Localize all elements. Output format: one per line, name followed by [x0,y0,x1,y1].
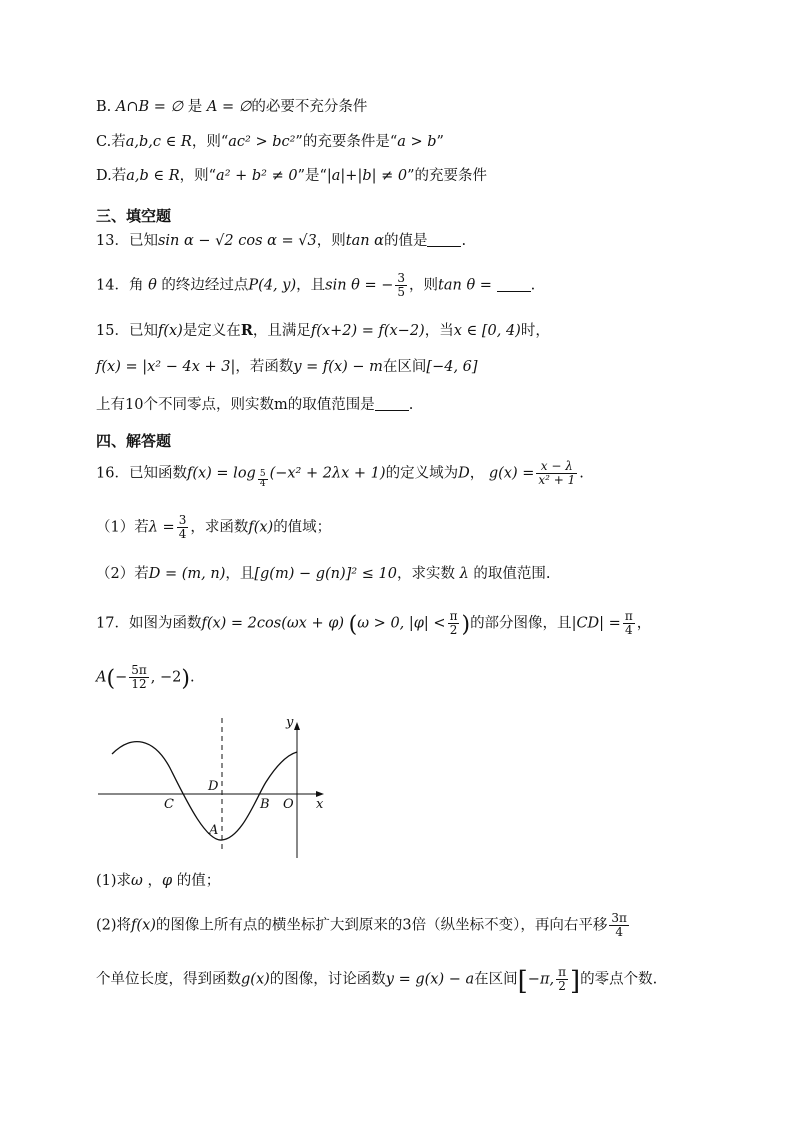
question-17-point-a: A(− $\frac{5\pi}{12}$ , −2). [96,663,195,692]
y-axis-arrow [294,722,300,730]
label-o: O [283,797,294,812]
log-base-fraction: $\frac{5}{4}$ [259,468,266,489]
question-15-line2: f(x) = |x² − 4x + 3|，若函数y = f(x) − m在区间[−4, 6] [96,359,478,375]
label-b: B [260,797,270,812]
g-fraction: $\frac{x - \lambda}{\text{x² + 1}}$ [538,459,576,487]
fraction-3-4: $\frac{3}{4}$ [178,513,187,541]
question-16-part1: （1）若λ = $\frac{3}{4}$ ，求函数f(x)的值域； [96,513,332,541]
question-15-line3: 上有10个不同零点，则实数m的取值范围是 . [96,397,414,413]
question-17: 17．如图为函数f(x) = 2cos(ωx + φ) (ω > 0, |φ| < $\frac{\pi}{2}$ )的部分图像，且|CD| = $\frac{\pi}{4}$ ， [96,609,652,638]
fraction-5pi-12: $\frac{5\pi}{12}$ [131,663,147,691]
answer-blank-15[interactable] [375,396,409,411]
question-16-part2: （2）若D = (m, n)，且[g(m) − g(n)]² ≤ 10，求实数 λ 的取值范围. [96,566,551,582]
label-c: C [164,797,174,812]
question-14: 14．角 θ 的终边经过点P(4, y)，且sin θ = − $\frac{3}{5}$ ，则tan θ = . [96,271,536,299]
fraction-3pi-4: $\frac{3\pi}{4}$ [611,911,627,939]
question-17-part2-cont: 个单位长度，得到函数g(x)的图像，讨论函数y = g(x) − a在区间[−π, $\frac{\pi}{2}$ ]的零点个数. [96,965,658,997]
question-15-line1: 15．已知f(x)是定义在R，且满足f(x+2) = f(x−2)，当x ∈ [0, 4)时， [96,322,550,339]
answer-blank-14[interactable] [497,277,531,292]
option-c: C.若a,b,c ∈ R，则“ac² > bc²”的充要条件是“a > b” [96,134,444,150]
answer-blank-13[interactable] [427,232,461,247]
fraction-pi-2: $\frac{\pi}{2}$ [449,609,458,637]
label-d: D [208,779,219,794]
label-a: A [209,823,219,838]
cosine-curve [112,742,297,840]
question-17-part1: (1)求ω ，φ 的值； [96,873,221,889]
question-13: 13．已知sin α − √2 cos α = √3，则tan α的值是 . [96,233,467,249]
question-17-part2: (2)将f(x)的图像上所有点的横坐标扩大到原来的3倍（纵坐标不变），再向右平移 $\frac{3\pi}{4}$ [96,911,627,939]
option-b: B. A∩B = ∅ 是 A = ∅的必要不充分条件 [96,99,368,115]
cosine-graph-figure [96,712,346,862]
section-fill-heading: 三、填空题 [96,207,172,225]
option-d: D.若a,b ∈ R，则“a² + b² ≠ 0”是“|a|+|b| ≠ 0”的充要条件 [96,168,488,184]
fraction-pi-2-interval: $\frac{\pi}{2}$ [558,965,566,993]
section-solve-heading: 四、解答题 [96,432,172,450]
fraction-3-5: $\frac{3}{5}$ [397,271,406,299]
label-y: y [286,715,294,730]
question-16: 16．已知函数f(x) = log $\frac{5}{4}$ (−x² + 2λx + 1)的定义域为D， g(x) = $\frac{x - \lambda}{\text{x² + 1}}$ . [96,459,584,489]
label-x: x [316,797,324,812]
fraction-pi-4: $\frac{\pi}{4}$ [624,609,633,637]
